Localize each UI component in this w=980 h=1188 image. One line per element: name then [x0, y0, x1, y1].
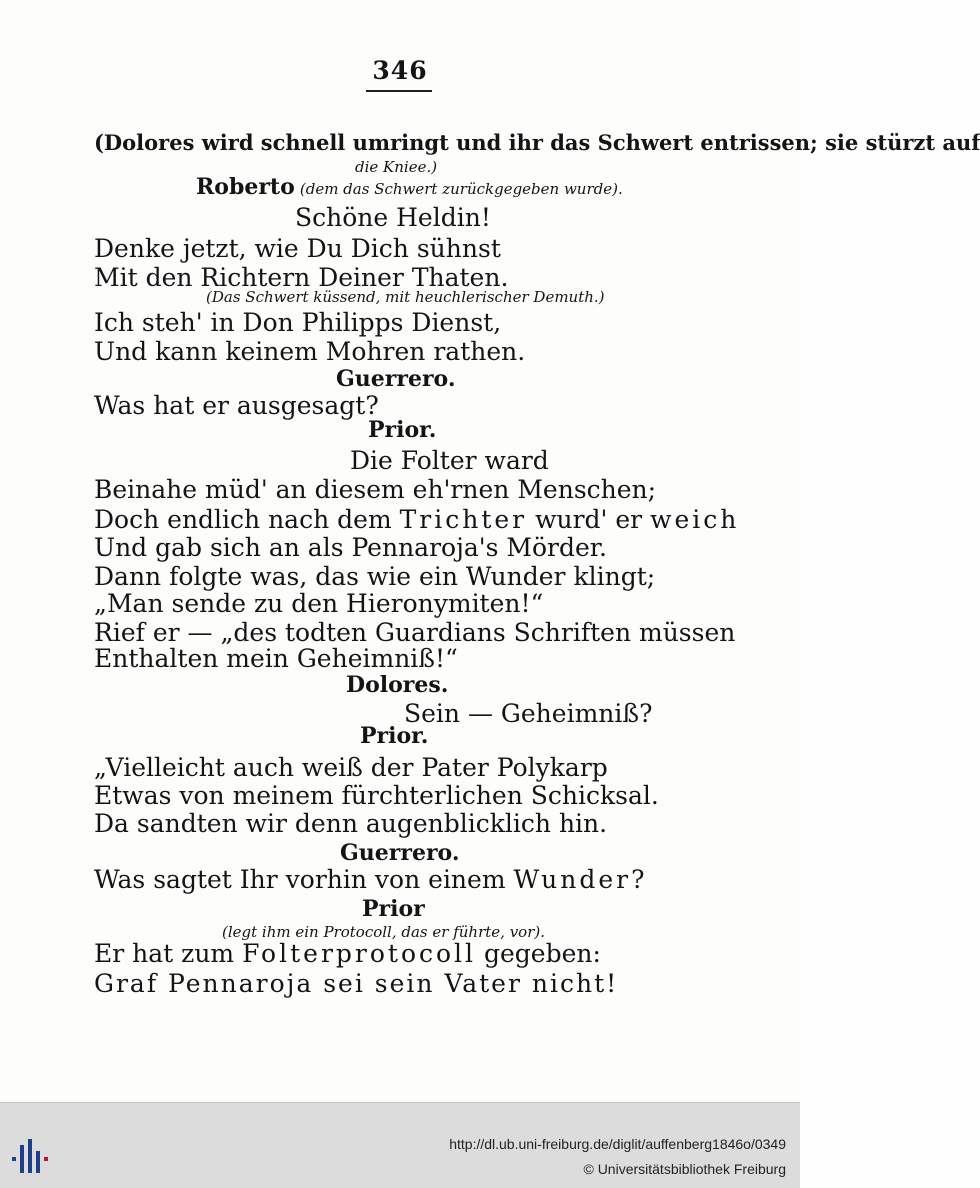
verse-line: Er hat zum Folterprotocoll gegeben:: [94, 939, 601, 968]
permalink-url[interactable]: http://dl.ub.uni-freiburg.de/diglit/auffenberg1846o/0349: [449, 1136, 786, 1152]
stage-direction: (Dolores wird schnell umringt und ihr das Schwert entrissen; sie stürzt auf: [94, 130, 980, 155]
verse-line: Ich steh' in Don Philipps Dienst,: [94, 308, 502, 337]
speaker-roberto: Roberto: [196, 174, 295, 200]
verse-line: Und kann keinem Mohren rathen.: [94, 337, 526, 366]
verse-line: Rief er — „des todten Guardians Schriften müssen: [94, 618, 736, 647]
speaker-prior: Prior.: [360, 723, 429, 749]
ub-freiburg-logo-icon: [10, 1137, 52, 1179]
copyright-text: © Universitätsbibliothek Freiburg: [583, 1161, 786, 1177]
verse-line: „Vielleicht auch weiß der Pater Polykarp: [94, 753, 608, 782]
stage-direction-cont: die Kniee.): [355, 158, 438, 176]
verse-line: Enthalten mein Geheimniß!“: [94, 644, 458, 673]
verse-line: Schöne Heldin!: [295, 203, 491, 232]
verse-line: Und gab sich an als Pennaroja's Mörder.: [94, 533, 607, 562]
stage-direction: (dem das Schwert zurückgegeben wurde).: [299, 180, 623, 198]
verse-line: Graf Pennaroja sei sein Vater nicht!: [94, 969, 619, 998]
speaker-guerrero: Guerrero.: [340, 840, 460, 866]
speaker-prior: Prior.: [368, 417, 437, 443]
page-number-rule: [366, 90, 432, 92]
verse-line: Mit den Richtern Deiner Thaten.: [94, 263, 509, 292]
speaker-dolores: Dolores.: [346, 672, 449, 698]
verse-line: Da sandten wir denn augenblicklich hin.: [94, 809, 608, 838]
speaker-guerrero: Guerrero.: [336, 366, 456, 392]
verse-line: Dann folgte was, das wie ein Wunder klingt;: [94, 562, 656, 591]
verse-line: Denke jetzt, wie Du Dich sühnst: [94, 234, 501, 263]
verse-line: Beinahe müd' an diesem eh'rnen Menschen;: [94, 475, 657, 504]
verse-line: „Man sende zu den Hieronymiten!“: [94, 589, 544, 618]
verse-line: Die Folter ward: [350, 446, 549, 475]
verse-line: Sein — Geheimniß?: [404, 699, 653, 728]
verse-line: Was sagtet Ihr vorhin von einem Wunder?: [94, 865, 648, 894]
speaker-line: [196, 176, 623, 198]
verse-line: Etwas von meinem fürchterlichen Schicksal.: [94, 781, 659, 810]
verse-line: Was hat er ausgesagt?: [94, 391, 379, 420]
stage-direction: (legt ihm ein Protocoll, das er führte, vor).: [222, 923, 545, 941]
page-number: 346: [372, 56, 428, 85]
speaker-prior: Prior: [362, 896, 425, 922]
verse-line: Doch endlich nach dem Trichter wurd' er weich: [94, 505, 740, 534]
stage-direction: (Das Schwert küssend, mit heuchlerischer Demuth.): [206, 288, 605, 306]
